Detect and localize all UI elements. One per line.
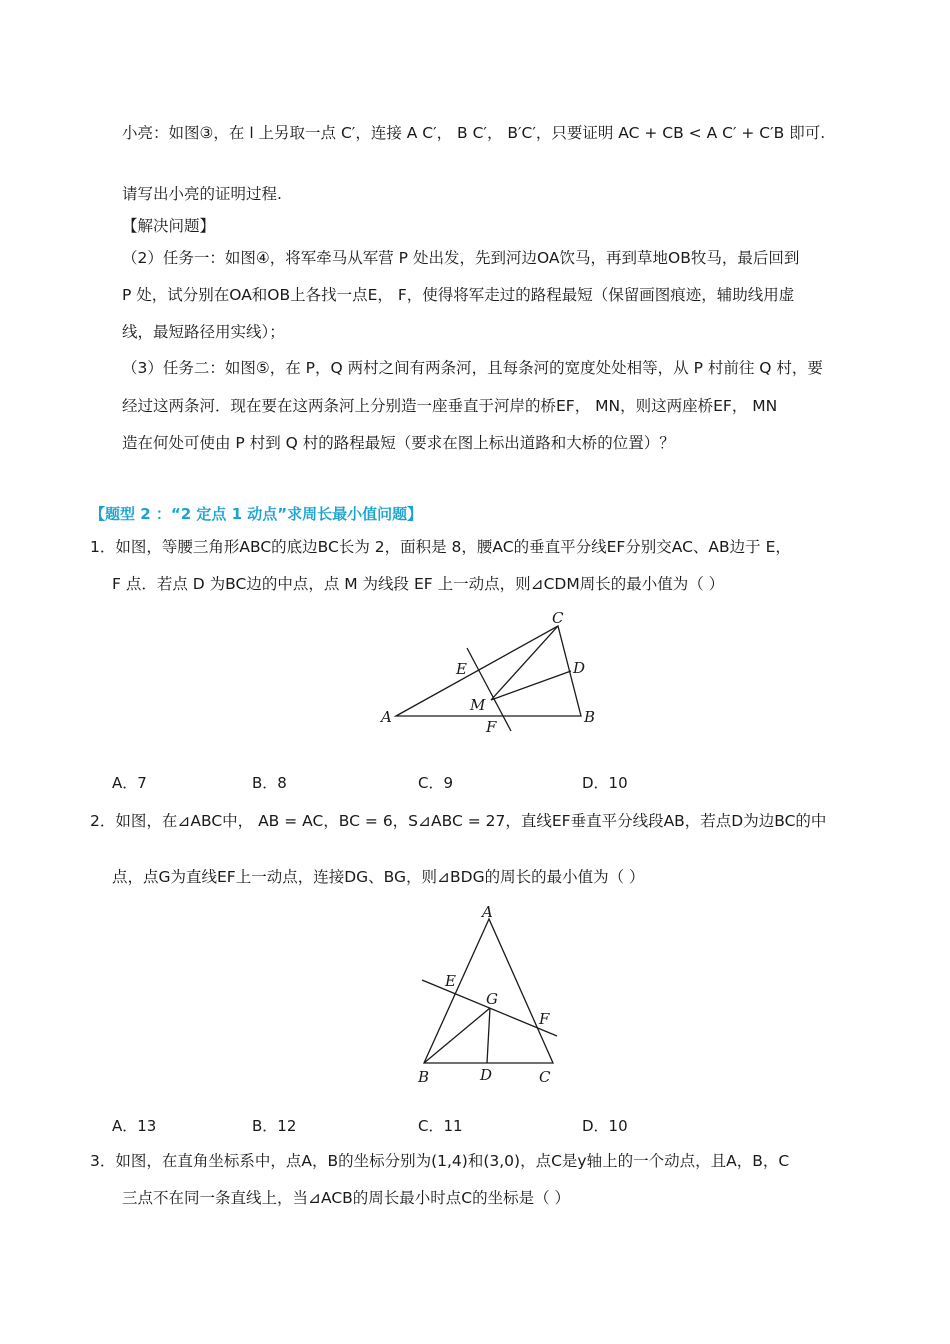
section-title: 【题型 2 ：“2 定点 1 动点”求周长最小值问题】 <box>90 505 423 523</box>
q2-options <box>112 1115 812 1135</box>
q1-segment-dm <box>491 671 571 700</box>
task1-line3: 线，最短路径用实线）； <box>122 323 285 341</box>
q1-option-a[interactable]: A．7 <box>112 774 147 792</box>
q1-triangle <box>396 626 581 716</box>
q2-option-c[interactable]: C．11 <box>418 1117 463 1135</box>
q2-option-b[interactable]: B．12 <box>252 1117 297 1135</box>
q2-label-a: A <box>482 903 493 921</box>
q1-label-f: F <box>486 718 497 735</box>
q1-figure <box>375 605 605 735</box>
q2-label-g: G <box>486 990 498 1008</box>
q3-line2: 三点不在同一条直线上，当⊿ACB的周长最小时点C的坐标是（ ） <box>122 1189 571 1207</box>
q3-line1: 3．如图，在直角坐标系中，点A，B的坐标分别为(1,4)和(3,0)，点C是y轴上的一个动点，且A，B，C <box>90 1152 790 1170</box>
task1-line2: P 处，试分别在OA和OB上各找一点E， F，使得将军走过的路程最短（保留画图痕迹，辅助线用虚 <box>122 286 795 304</box>
q2-label-f: F <box>539 1010 550 1028</box>
q1-options <box>112 772 812 792</box>
q1-line1: 1．如图，等腰三角形ABC的底边BC长为 2，面积是 8，腰AC的垂直平分线EF分别交AC、AB边于 E， <box>90 538 791 556</box>
q1-option-c[interactable]: C．9 <box>418 774 454 792</box>
q2-segment-dg <box>487 1008 490 1063</box>
q2-label-c: C <box>539 1068 551 1086</box>
q2-line1: 2．如图，在⊿ABC中， AB = AC，BC = 6，S⊿ABC = 27，直线EF垂直平分线段AB，若点D为边BC的中 <box>90 812 827 830</box>
q1-line2: F 点．若点 D 为BC边的中点，点 M 为线段 EF 上一动点，则⊿CDM周长的最小值为（ ） <box>112 575 725 593</box>
q2-figure <box>410 898 570 1090</box>
q1-label-c: C <box>552 609 564 627</box>
task1-line1: （2）任务一：如图④，将军牵马从军营 P 处出发，先到河边OA饮马，再到草地OB牧马，最后回到 <box>122 249 800 267</box>
q1-label-b: B <box>584 708 596 726</box>
q2-line2: 点，点G为直线EF上一动点，连接DG、BG，则⊿BDG的周长的最小值为（ ） <box>112 868 645 886</box>
q1-label-a: A <box>381 708 392 726</box>
q1-label-d: D <box>573 659 586 677</box>
q2-option-d[interactable]: D．10 <box>582 1117 628 1135</box>
q2-option-a[interactable]: A．13 <box>112 1117 157 1135</box>
q1-option-b[interactable]: B．8 <box>252 774 287 792</box>
task2-line1: （3）任务二：如图⑤，在 P，Q 两村之间有两条河，且每条河的宽度处处相等，从 P 村前往 Q 村，要 <box>122 359 823 377</box>
xiaoliang-text: 小亮：如图③，在 l 上另取一点 C′，连接 A C′， B C′， B′C′，只要证明 AC + CB < A C′ + C′B 即可. <box>122 124 826 142</box>
task2-line2: 经过这两条河．现在要在这两条河上分别造一座垂直于河岸的桥EF， MN，则这两座桥EF， MN <box>122 397 778 415</box>
q1-label-e: E <box>456 660 467 678</box>
q1-label-m: M <box>470 696 486 714</box>
write-proof-text: 请写出小亮的证明过程. <box>122 185 282 203</box>
q2-label-d: D <box>480 1066 493 1084</box>
task2-line3: 造在何处可使由 P 村到 Q 村的路程最短（要求在图上标出道路和大桥的位置）？ <box>122 434 675 452</box>
q1-segment-cm <box>491 626 558 700</box>
q1-option-d[interactable]: D．10 <box>582 774 628 792</box>
solve-heading: 【解决问题】 <box>122 217 216 235</box>
q2-label-b: B <box>418 1068 430 1086</box>
q2-label-e: E <box>445 972 456 990</box>
q2-segment-bg <box>424 1008 490 1063</box>
